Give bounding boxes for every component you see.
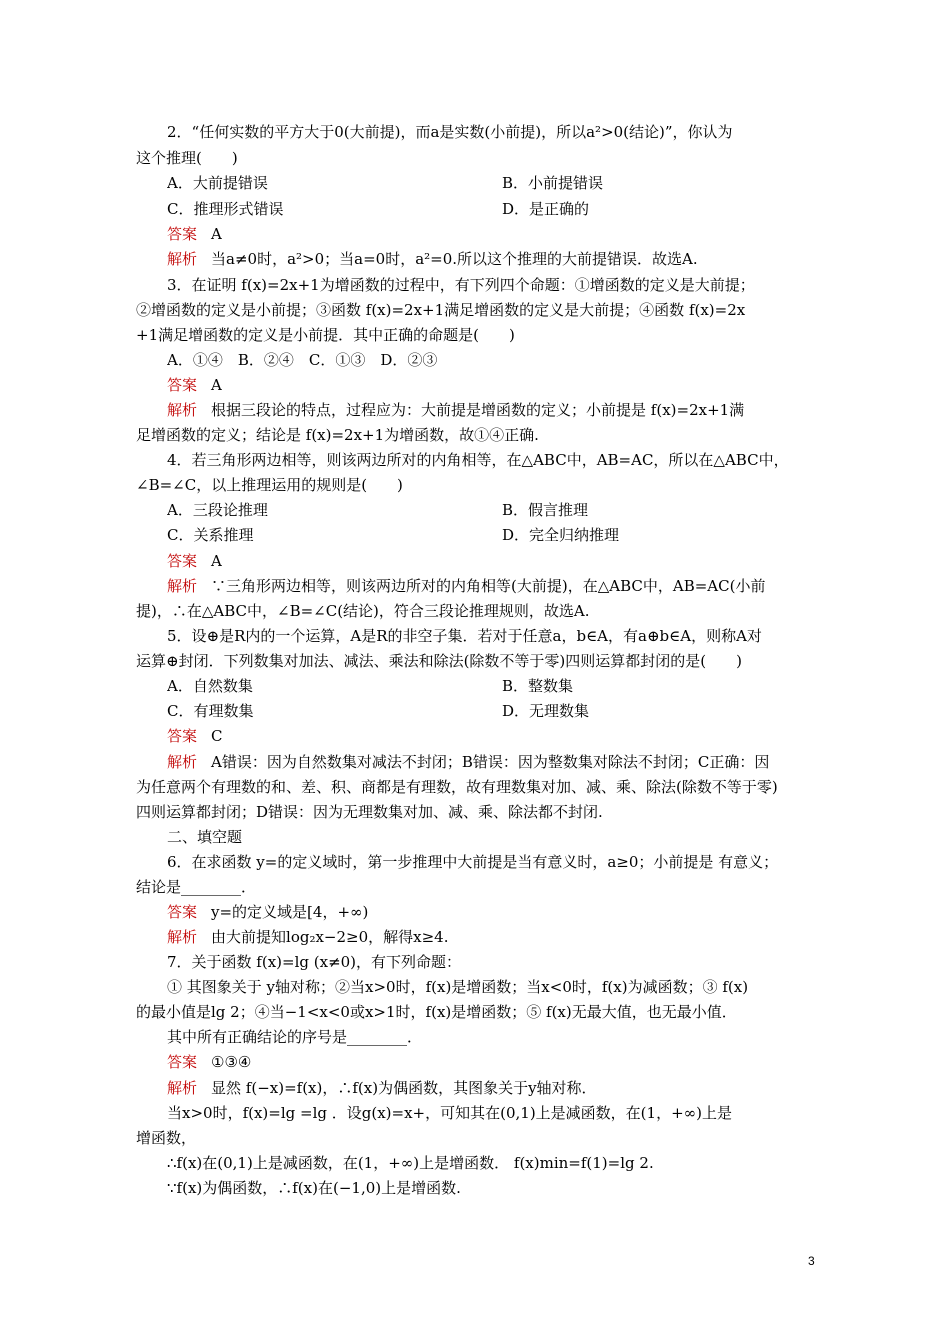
- q6-analysis: [167, 925, 817, 949]
- q3-analysis-text: 根据三段论的特点，过程应为：大前提是增函数的定义；小前提是 f(x)=2x+1满: [211, 401, 745, 419]
- q5-analysis-3: 四则运算都封闭；D错误：因为无理数集对加、减、乘、除法都不封闭.: [136, 803, 603, 821]
- answer-label: 答案: [167, 727, 198, 745]
- q3-options: A．①④ B．②④ C．①③ D．②③: [167, 351, 438, 369]
- q4-answer-value: A: [211, 552, 222, 570]
- q4-stem-1: 4．若三角形两边相等，则该两边所对的内角相等，在△ABC中，AB=AC，所以在△ABC中，: [167, 451, 789, 469]
- q7-analysis-1: [167, 1076, 817, 1100]
- q5-answer-value: C: [211, 727, 223, 745]
- analysis-label: 解析: [167, 1079, 198, 1097]
- q5-stem-2: 运算⊕封闭．下列数集对加法、减法、乘法和除法(除数不等于零)四则运算都封闭的是( ): [136, 652, 742, 670]
- q4-option-c: C．关系推理: [167, 526, 254, 544]
- analysis-label: 解析: [167, 928, 198, 946]
- q3-analysis-2: 足增函数的定义；结论是 f(x)=2x+1为增函数，故①④正确.: [136, 426, 539, 444]
- q2-answer: [167, 222, 817, 246]
- q7-analysis-2: 当x>0时，f(x)=lg =lg ．设g(x)=x+，可知其在(0,1)上是减函数，在(1，+∞)上是: [167, 1104, 732, 1122]
- q5-option-b: B．整数集: [502, 677, 574, 695]
- q3-answer: [167, 373, 817, 397]
- q7-stem-3: 的最小值是lg 2；④当−1<x<0或x>1时，f(x)是增函数；⑤ f(x)无最大值，也无最小值．: [136, 1003, 737, 1021]
- q5-option-d: D．无理数集: [502, 702, 590, 720]
- answer-label: 答案: [167, 376, 198, 394]
- q3-answer-value: A: [211, 376, 222, 394]
- q5-stem-1: 5．设⊕是R内的一个运算，A是R的非空子集．若对于任意a，b∈A，有a⊕b∈A，则称A对: [167, 627, 762, 645]
- q4-analysis-text: ∵三角形两边相等，则该两边所对的内角相等(大前提)，在△ABC中，AB=AC(小前: [211, 577, 766, 595]
- q4-option-b: B．假言推理: [502, 501, 589, 519]
- analysis-label: 解析: [167, 250, 198, 268]
- q2-option-c: C．推理形式错误: [167, 200, 284, 218]
- answer-label: 答案: [167, 1053, 198, 1071]
- analysis-label: 解析: [167, 577, 198, 595]
- q3-stem-1: 3．在证明 f(x)=2x+1为增函数的过程中，有下列四个命题：①增函数的定义是大前提；: [167, 276, 755, 294]
- q2-stem-1: 2．“任何实数的平方大于0(大前提)，而a是实数(小前提)，所以a²>0(结论)”，你认为: [167, 123, 733, 141]
- q4-option-d: D．完全归纳推理: [502, 526, 620, 544]
- q4-analysis-2: 提)，∴在△ABC中，∠B=∠C(结论)，符合三段论推理规则，故选A.: [136, 602, 590, 620]
- q7-answer: [167, 1050, 817, 1074]
- q5-answer: [167, 724, 817, 748]
- q2-option-d: D．是正确的: [502, 200, 590, 218]
- q6-answer: [167, 900, 817, 924]
- q3-stem-2: ②增函数的定义是小前提；③函数 f(x)=2x+1满足增函数的定义是大前提；④函数 f(x)=2x: [136, 301, 746, 319]
- q7-analysis-4: ∴f(x)在(0,1)上是减函数，在(1，+∞)上是增函数． f(x)min=f(1)=lg 2.: [167, 1154, 654, 1172]
- q7-answer-value: ①③④: [211, 1053, 252, 1071]
- q2-analysis: [167, 247, 817, 271]
- q2-option-a: A．大前提错误: [167, 174, 268, 192]
- analysis-label: 解析: [167, 401, 198, 419]
- q5-option-c: C．有理数集: [167, 702, 254, 720]
- q6-answer-value: y=的定义域是[4，+∞): [211, 903, 369, 921]
- q7-analysis-5: ∵f(x)为偶函数，∴f(x)在(−1,0)上是增函数.: [167, 1179, 461, 1197]
- q7-stem-4: 其中所有正确结论的序号是________．: [167, 1028, 423, 1046]
- q4-answer: [167, 549, 817, 573]
- answer-label: 答案: [167, 903, 198, 921]
- q4-option-a: A．三段论推理: [167, 501, 268, 519]
- q7-stem-1: 7．关于函数 f(x)=lg (x≠0)，有下列命题：: [167, 953, 462, 971]
- q6-stem-2: 结论是________．: [136, 878, 257, 896]
- q4-analysis-1: [167, 574, 817, 598]
- q2-analysis-text: 当a≠0时，a²>0；当a=0时，a²=0.所以这个推理的大前提错误．故选A.: [211, 250, 698, 268]
- q2-answer-value: A: [211, 225, 222, 243]
- page-number: 3: [808, 1254, 815, 1268]
- answer-label: 答案: [167, 225, 198, 243]
- q5-option-a: A．自然数集: [167, 677, 253, 695]
- q6-stem-1: 6．在求函数 y=的定义域时，第一步推理中大前提是当有意义时，a≥0；小前提是 有意义；: [167, 853, 779, 871]
- q5-analysis-2: 为任意两个有理数的和、差、积、商都是有理数，故有理数集对加、减、乘、除法(除数不等于零): [136, 778, 778, 796]
- analysis-label: 解析: [167, 753, 198, 771]
- q2-stem-2: 这个推理( ): [136, 149, 238, 167]
- q5-analysis-1: [167, 750, 817, 774]
- q5-analysis-text: A错误：因为自然数集对减法不封闭；B错误：因为整数集对除法不封闭；C正确：因: [211, 753, 770, 771]
- answer-label: 答案: [167, 552, 198, 570]
- q3-analysis-1: [167, 398, 817, 422]
- q2-option-b: B．小前提错误: [502, 174, 604, 192]
- q7-analysis-text: 显然 f(−x)=f(x)，∴f(x)为偶函数，其图象关于y轴对称．: [211, 1079, 597, 1097]
- q3-stem-3: +1满足增函数的定义是小前提．其中正确的命题是( ): [136, 326, 515, 344]
- q4-stem-2: ∠B=∠C，以上推理运用的规则是( ): [136, 476, 403, 494]
- q6-analysis-text: 由大前提知log₂x−2≥0，解得x≥4.: [211, 928, 449, 946]
- q7-analysis-3: 增函数，: [136, 1129, 197, 1147]
- section-heading: 二、填空题: [167, 828, 243, 846]
- q7-stem-2: ① 其图象关于 y轴对称；②当x>0时，f(x)是增函数；当x<0时，f(x)为减函数；③ f(x): [167, 978, 749, 996]
